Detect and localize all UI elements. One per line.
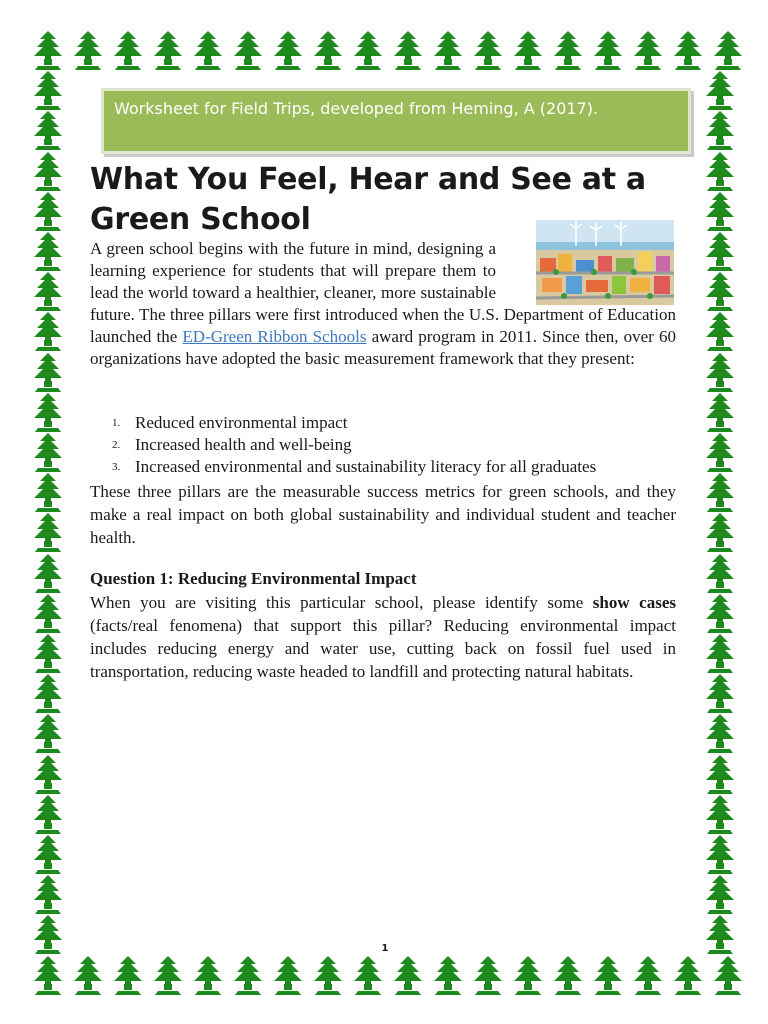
intro-text-before-link: A green school begins with the future in mind, designing a learning experience for students that will prepare them to lead the world toward a healthier, cleaner, more sustainable future. The three pillars were first introduced when the U.S. Department of Education launched the <box>90 239 676 346</box>
pine-tree-icon <box>28 794 68 836</box>
pine-tree-icon <box>468 30 508 72</box>
pine-tree-icon <box>268 30 308 72</box>
pine-tree-icon <box>700 311 740 353</box>
pine-tree-icon <box>28 754 68 796</box>
pine-tree-icon <box>700 874 740 916</box>
list-item-number: 2. <box>112 439 121 451</box>
pine-tree-icon <box>28 30 68 72</box>
pine-tree-icon <box>388 955 428 997</box>
list-item-text: Reduced environmental impact <box>135 413 348 432</box>
pine-tree-icon <box>700 191 740 233</box>
pine-tree-icon <box>28 151 68 193</box>
pine-tree-icon <box>28 352 68 394</box>
pine-tree-icon <box>28 955 68 997</box>
pine-tree-icon <box>588 30 628 72</box>
pine-tree-icon <box>68 955 108 997</box>
pine-tree-icon <box>28 593 68 635</box>
pine-tree-icon <box>628 30 668 72</box>
pine-tree-icon <box>700 392 740 434</box>
pine-tree-icon <box>28 553 68 595</box>
pine-tree-icon <box>468 955 508 997</box>
pine-tree-icon <box>700 713 740 755</box>
question-text-after: (facts/real fenomena) that support this pillar? Reducing environmental impact includes reducing energy and water use, cutting back on fossil fuel used in transportation, reducing waste headed to landfill and protecting natural habitats. <box>90 616 676 681</box>
pillars-summary: These three pillars are the measurable success metrics for green schools, and they make a real impact on both global sustainability and individual student and teacher health. <box>90 482 676 547</box>
green-ribbon-schools-link[interactable]: ED-Green Ribbon Schools <box>182 327 367 346</box>
question-1-text <box>90 591 676 683</box>
pine-tree-icon <box>700 633 740 675</box>
pine-tree-icon <box>28 874 68 916</box>
pine-tree-icon <box>700 512 740 554</box>
pine-tree-icon <box>28 110 68 152</box>
pine-tree-icon <box>28 673 68 715</box>
pine-tree-icon <box>548 955 588 997</box>
page-title: What You Feel, Hear and See at a Green School <box>90 162 646 237</box>
list-item-text: Increased health and well-being <box>135 435 352 454</box>
pine-tree-icon <box>588 955 628 997</box>
list-item-text: Increased environmental and sustainability literacy for all graduates <box>135 457 597 476</box>
pine-tree-icon <box>188 30 228 72</box>
pine-tree-icon <box>28 432 68 474</box>
pine-tree-icon <box>28 633 68 675</box>
pine-tree-icon <box>148 955 188 997</box>
pine-tree-icon <box>308 30 348 72</box>
pine-tree-icon <box>700 553 740 595</box>
pine-tree-icon <box>108 955 148 997</box>
pine-tree-icon <box>428 30 468 72</box>
pine-tree-icon <box>700 754 740 796</box>
pine-tree-icon <box>668 955 708 997</box>
pine-tree-icon <box>700 593 740 635</box>
pine-tree-icon <box>508 955 548 997</box>
pine-tree-icon <box>388 30 428 72</box>
pine-tree-icon <box>108 30 148 72</box>
pine-tree-icon <box>308 955 348 997</box>
pine-tree-icon <box>28 834 68 876</box>
pine-tree-icon <box>228 30 268 72</box>
pine-tree-icon <box>28 392 68 434</box>
pine-tree-icon <box>700 914 740 956</box>
pine-tree-icon <box>700 271 740 313</box>
question-1-title: Question 1: Reducing Environmental Impact <box>90 569 417 588</box>
pillars-list <box>90 412 676 478</box>
pine-tree-icon <box>348 955 388 997</box>
pine-tree-icon <box>668 30 708 72</box>
pine-tree-icon <box>28 231 68 273</box>
pine-tree-icon <box>28 472 68 514</box>
pine-tree-icon <box>700 432 740 474</box>
pine-tree-icon <box>28 713 68 755</box>
pine-tree-icon <box>700 673 740 715</box>
pine-tree-icon <box>28 311 68 353</box>
pine-tree-icon <box>700 472 740 514</box>
pine-tree-icon <box>68 30 108 72</box>
pine-tree-icon <box>700 794 740 836</box>
pine-tree-icon <box>700 231 740 273</box>
worksheet-banner <box>101 88 691 154</box>
pine-tree-icon <box>628 955 668 997</box>
pine-tree-icon <box>700 70 740 112</box>
list-item-number: 1. <box>112 417 121 429</box>
list-item <box>90 456 676 478</box>
pine-tree-icon <box>28 271 68 313</box>
pine-tree-icon <box>268 955 308 997</box>
pine-tree-icon <box>28 914 68 956</box>
pine-tree-icon <box>548 30 588 72</box>
pine-tree-icon <box>700 834 740 876</box>
pine-tree-icon <box>700 110 740 152</box>
list-item-number: 3. <box>112 461 121 473</box>
pine-tree-icon <box>700 151 740 193</box>
pine-tree-icon <box>708 30 748 72</box>
pine-tree-icon <box>428 955 468 997</box>
pine-tree-icon <box>148 30 188 72</box>
pine-tree-icon <box>188 955 228 997</box>
page-number: 1 <box>381 943 389 954</box>
pine-tree-icon <box>28 70 68 112</box>
pine-tree-icon <box>700 352 740 394</box>
pine-tree-icon <box>348 30 388 72</box>
pine-tree-icon <box>28 512 68 554</box>
list-item <box>90 434 676 456</box>
intro-text-after-link: award program in 2011. Since then, over 60 organizations have adopted the basic measurement framework that they present: <box>90 327 676 368</box>
pine-tree-icon <box>28 191 68 233</box>
question-text-bold: show cases <box>592 593 676 612</box>
pine-tree-icon <box>228 955 268 997</box>
pine-tree-icon <box>508 30 548 72</box>
pine-tree-icon <box>708 955 748 997</box>
banner-text: Worksheet for Field Trips, developed from Heming, A (2017). <box>114 99 599 118</box>
question-text-before: When you are visiting this particular school, please identify some <box>90 593 593 612</box>
intro-paragraph <box>90 238 676 370</box>
list-item <box>90 412 676 434</box>
